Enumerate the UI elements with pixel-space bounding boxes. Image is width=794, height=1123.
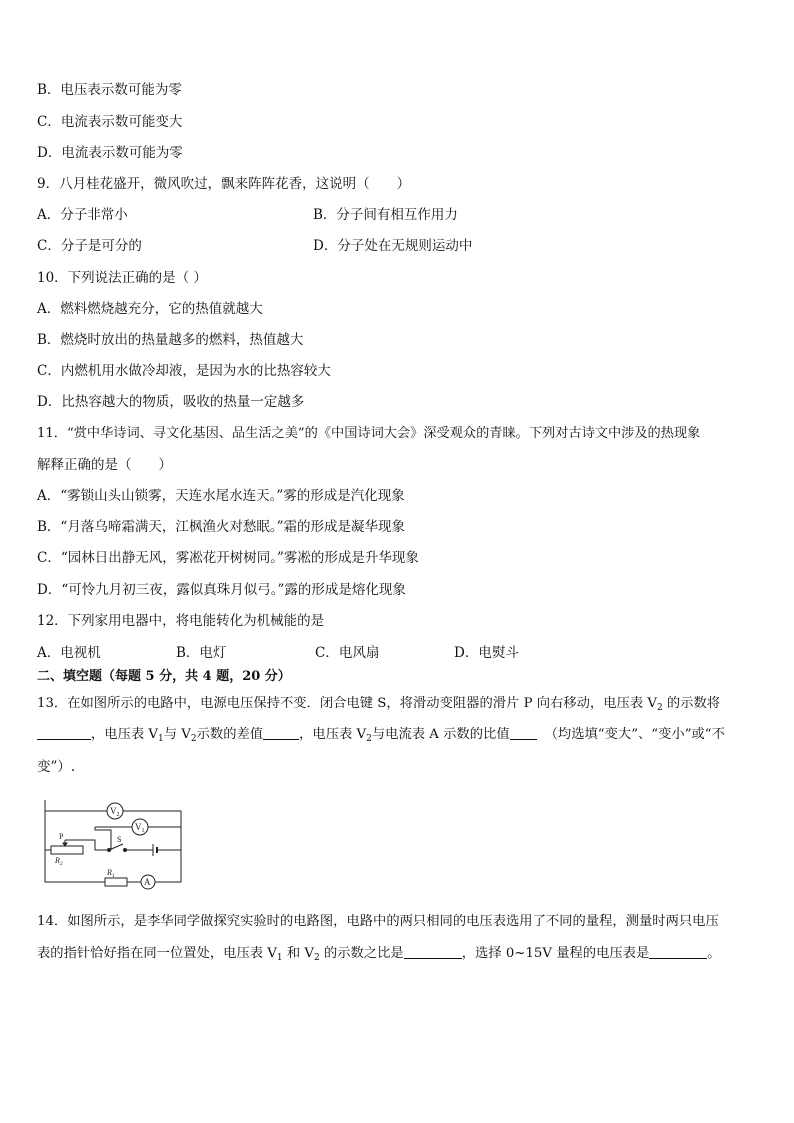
q14-blank-2[interactable] bbox=[649, 944, 707, 959]
q13-line3: 变”）. bbox=[37, 759, 76, 775]
q9-option-b: B．分子间有相互作用力 bbox=[313, 207, 458, 223]
q14-line2 bbox=[37, 944, 721, 964]
q14-sub: 1 bbox=[276, 953, 283, 963]
q13-sub: 1 bbox=[158, 734, 164, 744]
q11-option-a: A．“雾锁山头山锁雾，天连水尾水连天。”雾的形成是汽化现象 bbox=[37, 488, 405, 504]
q11-option-b: B．“月落乌啼霜满天，江枫渔火对愁眠。”霜的形成是凝华现象 bbox=[37, 519, 405, 535]
q12-option-c: C．电风扇 bbox=[315, 645, 380, 661]
q8-option-c: C．电流表示数可能变大 bbox=[37, 114, 183, 130]
q10-option-b: B．燃烧时放出的热量越多的燃料，热值越大 bbox=[37, 332, 304, 348]
v2-label: $V_2$ bbox=[110, 806, 120, 818]
q13-text: 示数的差值 bbox=[196, 727, 264, 742]
q8-option-d: D．电流表示数可能为零 bbox=[37, 145, 183, 161]
q13-text: 与 V bbox=[163, 727, 191, 742]
q12-options bbox=[37, 643, 519, 663]
section2-title: 二、填空题（每题 5 分，共 4 题，20 分） bbox=[37, 669, 291, 684]
q13-text: ，电压表 V bbox=[91, 727, 159, 742]
q12-option-a: A．电视机 bbox=[37, 645, 101, 661]
q13-text: ，电压表 V bbox=[299, 727, 367, 742]
q10-stem: 10．下列说法正确的是（ ） bbox=[37, 270, 207, 286]
q13-text: 的示数将 bbox=[662, 696, 721, 711]
q14-text: 的示数之比是 bbox=[319, 946, 404, 961]
q14-text: 表的指针恰好指在同一位置处，电压表 V bbox=[37, 946, 277, 961]
circuit-diagram bbox=[37, 800, 187, 892]
wire bbox=[95, 827, 111, 850]
q10-option-a: A．燃料燃烧越充分，它的热值就越大 bbox=[37, 301, 263, 317]
p-label: P bbox=[59, 832, 64, 841]
resistor-r1-icon bbox=[105, 878, 127, 886]
r2-label: $R_2$ bbox=[55, 856, 63, 867]
q11-stem-line1: 11．“赏中华诗词、寻文化基因、品生活之美”的《中国诗词大会》深受观众的青睐。下列对古诗文中涉及的热现象 bbox=[37, 426, 701, 441]
q12-option-d: D．电熨斗 bbox=[454, 645, 519, 661]
q9-option-c: C．分子是可分的 bbox=[37, 238, 142, 254]
q8-option-b: B．电压表示数可能为零 bbox=[37, 82, 182, 98]
q14-line1: 14．如图所示，是李华同学做探究实验时的电路图，电路中的两只相同的电压表选用了不同的量程，测量时两只电压 bbox=[37, 914, 719, 929]
q13-text: （均选填“变大”、“变小”或“不 bbox=[544, 727, 725, 742]
q13-text: 13．在如图所示的电路中，电源电压保持不变．闭合电键 S，将滑动变阻器的滑片 P 向右移动，电压表 V bbox=[37, 696, 657, 711]
q11-stem-line2: 解释正确的是（ ） bbox=[37, 457, 172, 473]
q9-option-a: A．分子非常小 bbox=[37, 207, 128, 223]
q9-options-row2 bbox=[37, 236, 757, 256]
q13-blank-3[interactable] bbox=[510, 725, 537, 740]
q14-sub: 2 bbox=[313, 953, 320, 963]
q11-option-c: C．“园林日出静无风，雾凇花开树树同。”雾凇的形成是升华现象 bbox=[37, 550, 419, 566]
rheostat-r2-icon bbox=[51, 846, 83, 854]
q14-text: 。 bbox=[707, 946, 721, 961]
q9-options-row1 bbox=[37, 205, 757, 225]
a-label: A bbox=[144, 877, 151, 887]
q12-stem: 12．下列家用电器中，将电能转化为机械能的是 bbox=[37, 613, 325, 629]
q13-text: 与电流表 A 示数的比值 bbox=[371, 727, 510, 742]
q13-sub: 2 bbox=[190, 734, 197, 744]
q14-text: 和 V bbox=[282, 946, 314, 961]
q10-option-d: D．比热容越大的物质，吸收的热量一定越多 bbox=[37, 394, 305, 410]
r1-label: $R_1$ bbox=[107, 868, 115, 879]
q13-blank-1[interactable] bbox=[37, 725, 91, 740]
q13-sub: 2 bbox=[656, 703, 663, 713]
q13-sub: 2 bbox=[366, 734, 372, 744]
q13-line2 bbox=[37, 725, 725, 745]
s-label: S bbox=[117, 835, 122, 844]
q14-text: ，选择 0~15V 量程的电压表是 bbox=[461, 946, 650, 961]
q10-option-c: C．内燃机用水做冷却液，是因为水的比热容较大 bbox=[37, 363, 331, 379]
v1-label: $V_1$ bbox=[135, 822, 145, 834]
q13-blank-2[interactable] bbox=[263, 725, 299, 740]
q13-line1 bbox=[37, 694, 720, 714]
wire bbox=[123, 811, 181, 882]
q14-blank-1[interactable] bbox=[404, 944, 462, 959]
q9-stem: 9．八月桂花盛开，微风吹过，飘来阵阵花香，这说明（ ） bbox=[37, 176, 411, 192]
q11-option-d: D．“可怜九月初三夜，露似真珠月似弓。”露的形成是熔化现象 bbox=[37, 582, 406, 598]
q12-option-b: B．电灯 bbox=[176, 645, 227, 661]
q9-option-d: D．分子处在无规则运动中 bbox=[313, 238, 473, 254]
